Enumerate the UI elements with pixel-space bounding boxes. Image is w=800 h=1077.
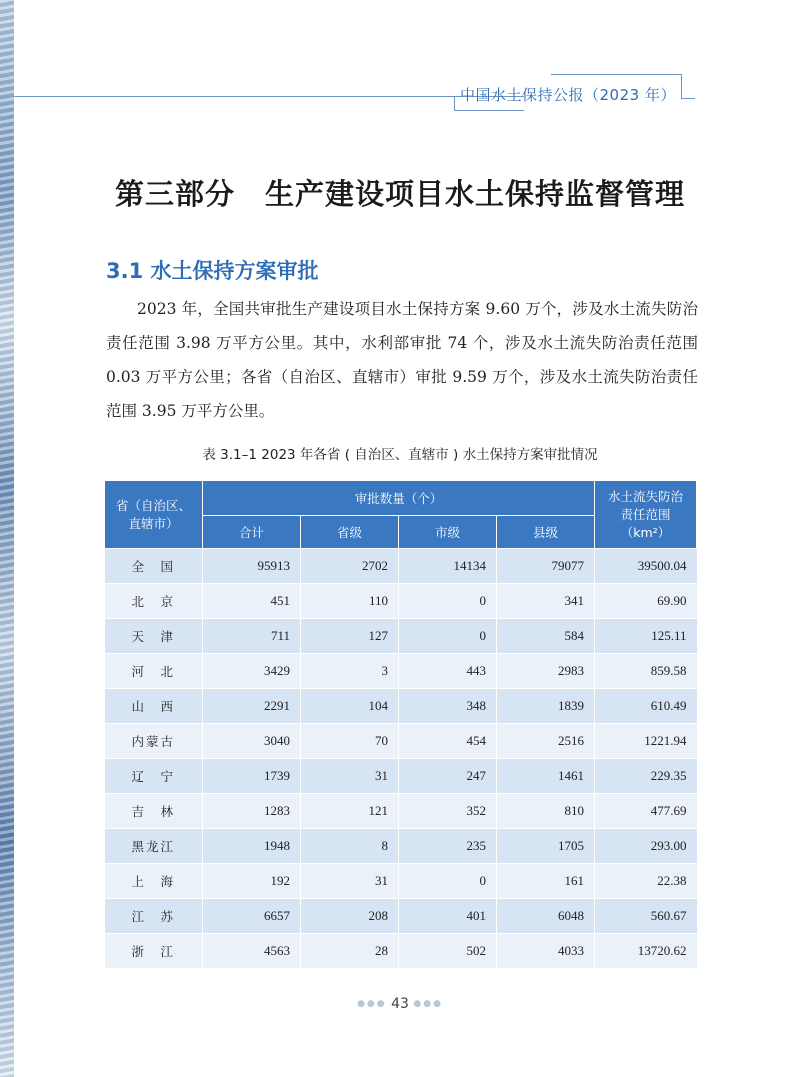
cell-area: 39500.04 <box>595 549 697 584</box>
cell-province: 8 <box>301 829 399 864</box>
cell-province: 121 <box>301 794 399 829</box>
header-city-level: 市级 <box>399 516 497 549</box>
cell-county: 1839 <box>497 689 595 724</box>
cell-city: 0 <box>399 864 497 899</box>
cell-total: 95913 <box>203 549 301 584</box>
cell-city: 0 <box>399 619 497 654</box>
header-rule-tick <box>454 96 455 110</box>
header-rule <box>14 96 454 97</box>
cell-region: 河 北 <box>105 654 203 689</box>
cell-total: 3040 <box>203 724 301 759</box>
cell-province: 104 <box>301 689 399 724</box>
cell-area: 859.58 <box>595 654 697 689</box>
cell-area: 560.67 <box>595 899 697 934</box>
cell-total: 711 <box>203 619 301 654</box>
cell-county: 810 <box>497 794 595 829</box>
chapter-part: 第三部分 <box>114 177 235 211</box>
table-row <box>105 794 697 829</box>
section-title: 3.1 水土保持方案审批 <box>106 259 319 283</box>
cell-county: 584 <box>497 619 595 654</box>
cell-area: 293.00 <box>595 829 697 864</box>
cell-province: 127 <box>301 619 399 654</box>
approval-table <box>104 480 697 969</box>
table-row <box>105 759 697 794</box>
cell-city: 352 <box>399 794 497 829</box>
cell-province: 70 <box>301 724 399 759</box>
header-province-level: 省级 <box>301 516 399 549</box>
cell-area: 477.69 <box>595 794 697 829</box>
cell-county: 4033 <box>497 934 595 969</box>
header-total: 合计 <box>203 516 301 549</box>
page-footer <box>0 996 800 1012</box>
table-row <box>105 829 697 864</box>
decorative-side-strip <box>0 0 14 1077</box>
cell-region: 黑龙江 <box>105 829 203 864</box>
table-row <box>105 899 697 934</box>
cell-province: 2702 <box>301 549 399 584</box>
cell-county: 79077 <box>497 549 595 584</box>
cell-area: 22.38 <box>595 864 697 899</box>
cell-region: 北 京 <box>105 584 203 619</box>
cell-area: 69.90 <box>595 584 697 619</box>
table-caption: 表 3.1–1 2023 年各省 ( 自治区、直辖市 ) 水土保持方案审批情况 <box>202 447 598 463</box>
cell-total: 4563 <box>203 934 301 969</box>
cell-total: 192 <box>203 864 301 899</box>
cell-county: 161 <box>497 864 595 899</box>
header-county-level: 县级 <box>497 516 595 549</box>
running-header: 中国水土保持公报（2023 年） <box>460 86 676 104</box>
cell-city: 235 <box>399 829 497 864</box>
cell-region: 全 国 <box>105 549 203 584</box>
cell-region: 辽 宁 <box>105 759 203 794</box>
cell-region: 山 西 <box>105 689 203 724</box>
footer-dots-left: ●●● <box>357 999 387 1009</box>
cell-region: 江 苏 <box>105 899 203 934</box>
cell-region: 天 津 <box>105 619 203 654</box>
table-row <box>105 549 697 584</box>
table-row <box>105 584 697 619</box>
cell-region: 上 海 <box>105 864 203 899</box>
cell-city: 247 <box>399 759 497 794</box>
chapter-name: 生产建设项目水土保持监督管理 <box>265 177 686 211</box>
cell-province: 31 <box>301 864 399 899</box>
page-number: 43 <box>391 996 409 1012</box>
cell-province: 31 <box>301 759 399 794</box>
cell-area: 13720.62 <box>595 934 697 969</box>
header-rule-lower <box>454 110 524 111</box>
cell-city: 401 <box>399 899 497 934</box>
cell-total: 2291 <box>203 689 301 724</box>
cell-county: 6048 <box>497 899 595 934</box>
cell-province: 28 <box>301 934 399 969</box>
table-row <box>105 934 697 969</box>
header-approval-count: 审批数量（个） <box>203 481 595 516</box>
cell-province: 110 <box>301 584 399 619</box>
table-row <box>105 689 697 724</box>
cell-county: 341 <box>497 584 595 619</box>
cell-city: 348 <box>399 689 497 724</box>
cell-county: 2516 <box>497 724 595 759</box>
cell-total: 1948 <box>203 829 301 864</box>
table-row <box>105 654 697 689</box>
cell-total: 3429 <box>203 654 301 689</box>
cell-city: 0 <box>399 584 497 619</box>
cell-area: 1221.94 <box>595 724 697 759</box>
cell-total: 6657 <box>203 899 301 934</box>
cell-city: 502 <box>399 934 497 969</box>
cell-province: 208 <box>301 899 399 934</box>
cell-county: 1461 <box>497 759 595 794</box>
cell-total: 1283 <box>203 794 301 829</box>
table-row <box>105 724 697 759</box>
header-area: 水土流失防治责任范围 （km²） <box>595 481 697 549</box>
cell-city: 454 <box>399 724 497 759</box>
header-bracket-tail <box>681 98 695 99</box>
cell-total: 451 <box>203 584 301 619</box>
cell-region: 浙 江 <box>105 934 203 969</box>
cell-area: 610.49 <box>595 689 697 724</box>
cell-region: 内蒙古 <box>105 724 203 759</box>
table-row <box>105 619 697 654</box>
header-region: 省（自治区、直辖市） <box>105 481 203 549</box>
cell-area: 125.11 <box>595 619 697 654</box>
footer-dots-right: ●●● <box>413 999 443 1009</box>
body-paragraph <box>106 292 698 428</box>
cell-region: 吉 林 <box>105 794 203 829</box>
cell-county: 1705 <box>497 829 595 864</box>
cell-county: 2983 <box>497 654 595 689</box>
chapter-title <box>0 172 800 213</box>
cell-city: 14134 <box>399 549 497 584</box>
cell-total: 1739 <box>203 759 301 794</box>
cell-city: 443 <box>399 654 497 689</box>
cell-province: 3 <box>301 654 399 689</box>
paragraph-text: 2023 年，全国共审批生产建设项目水土保持方案 9.60 万个，涉及水土流失防治责任范围 3.98 万平方公里。其中，水利部审批 74 个，涉及水土流失防治责任范围 0.03 万平方公里；各省（自治区、直辖市）审批 9.59 万个，涉及水土流失防治责任范围 3.95 万平方公里。 <box>106 300 698 420</box>
cell-area: 229.35 <box>595 759 697 794</box>
table-row <box>105 864 697 899</box>
